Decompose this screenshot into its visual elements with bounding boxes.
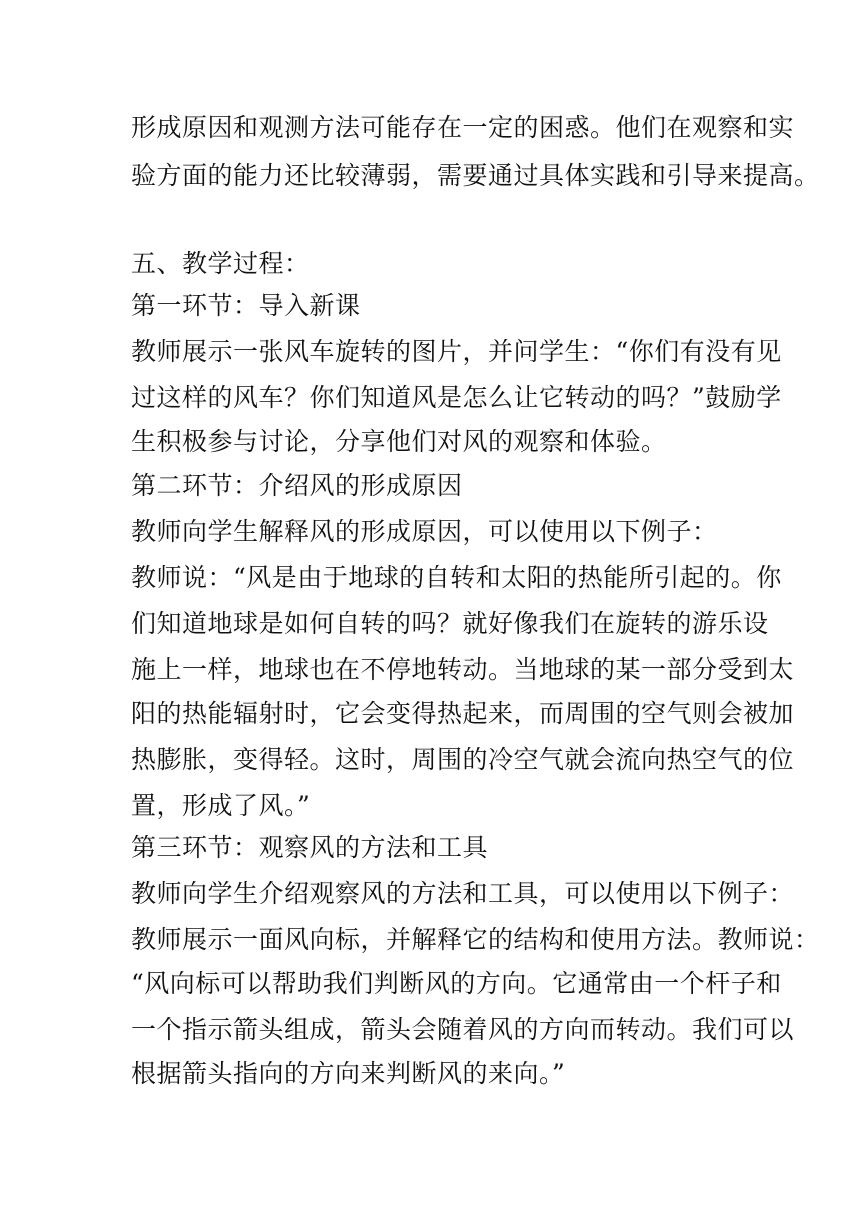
text-line: “风向标可以帮助我们判断风的方向。它通常由一个杆子和 xyxy=(131,969,782,998)
text-line: 教师向学生解释风的形成原因，可以使用以下例子： xyxy=(131,517,718,546)
text-line: 教师向学生介绍观察风的方法和工具，可以使用以下例子： xyxy=(131,879,795,908)
text-line: 施上一样，地球也在不停地转动。当地球的某一部分受到太 xyxy=(131,655,795,684)
text-line: 验方面的能力还比较薄弱，需要通过具体实践和引导来提高。 xyxy=(131,161,820,190)
text-line: 们知道地球是如何自转的吗？就好像我们在旋转的游乐设 xyxy=(131,609,769,638)
text-line: 过这样的风车？你们知道风是怎么让它转动的吗？”鼓励学 xyxy=(131,383,782,412)
text-line: 教师说：“风是由于地球的自转和太阳的热能所引起的。你 xyxy=(131,563,782,592)
subsection-heading: 第三环节：观察风的方法和工具 xyxy=(131,833,489,862)
text-line: 形成原因和观测方法可能存在一定的困惑。他们在观察和实 xyxy=(131,113,795,142)
section-heading: 五、教学过程： xyxy=(131,249,310,278)
text-line: 教师展示一张风车旋转的图片，并问学生：“你们有没有见 xyxy=(131,337,782,366)
text-line: 教师展示一面风向标，并解释它的结构和使用方法。教师说： xyxy=(131,925,820,954)
text-line: 置，形成了风。” xyxy=(131,791,311,820)
subsection-heading: 第二环节：介绍风的形成原因 xyxy=(131,471,463,500)
subsection-heading: 第一环节：导入新课 xyxy=(131,291,361,320)
text-line: 热膨胀，变得轻。这时，周围的冷空气就会流向热空气的位 xyxy=(131,745,795,774)
text-line: 阳的热能辐射时，它会变得热起来，而周围的空气则会被加 xyxy=(131,699,795,728)
text-line: 根据箭头指向的方向来判断风的来向。” xyxy=(131,1059,566,1088)
text-line: 一个指示箭头组成，箭头会随着风的方向而转动。我们可以 xyxy=(131,1015,795,1044)
text-line: 生积极参与讨论，分享他们对风的观察和体验。 xyxy=(131,427,667,456)
